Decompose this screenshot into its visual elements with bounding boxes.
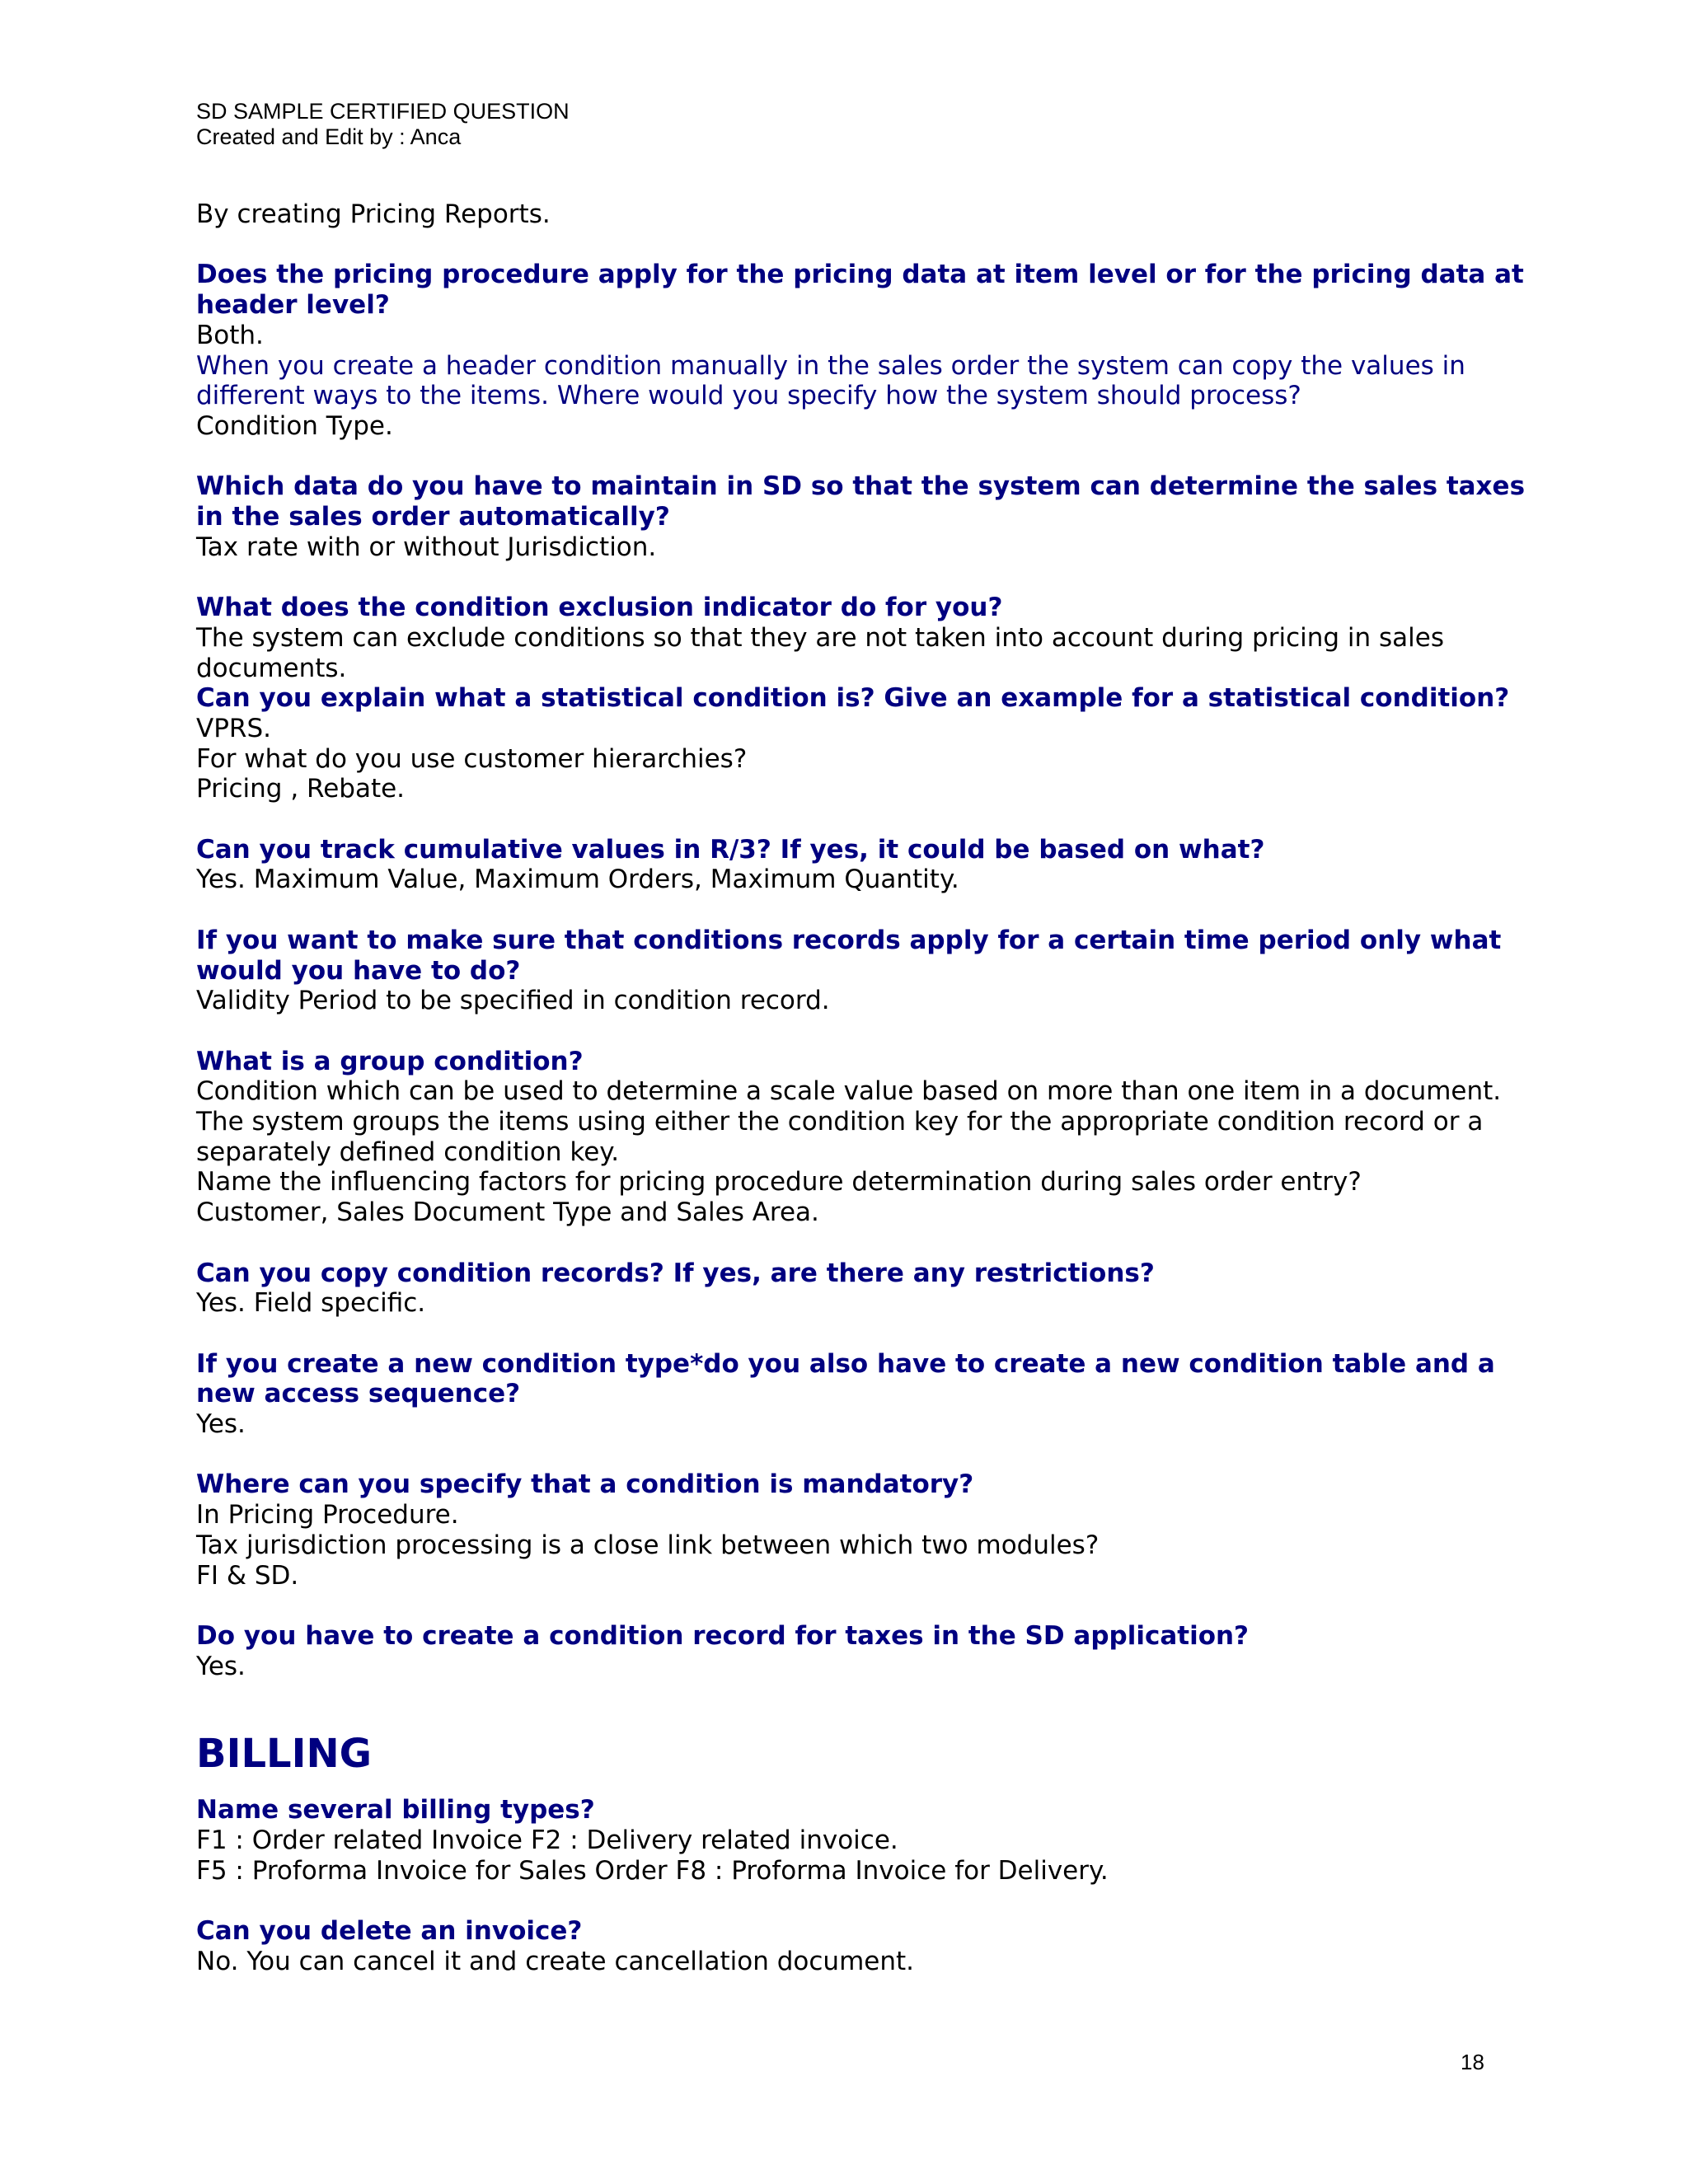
page-number: 18 <box>1461 2050 1484 2074</box>
answer-line: Both. <box>196 320 264 350</box>
answer-line: documents. <box>196 653 347 683</box>
answer-line: Name the influencing factors for pricing procedure determination during sales order entry? <box>196 1167 1362 1197</box>
question-line: new access sequence? <box>196 1379 521 1409</box>
question-line: Which data do you have to maintain in SD so that the system can determine the sales taxes <box>196 471 1526 502</box>
question-line: What is a group condition? <box>196 1046 584 1076</box>
page-header <box>196 99 570 150</box>
answer-line: Yes. <box>196 1409 246 1439</box>
answer-line: By creating Pricing Reports. <box>196 199 551 229</box>
question-line: Can you explain what a statistical condition is? Give an example for a statistical condition? <box>196 683 1510 714</box>
question-line: would you have to do? <box>196 955 521 986</box>
question-line: Name several billing types? <box>196 1795 595 1825</box>
answer-line: VPRS. <box>196 713 271 743</box>
question-line: header level? <box>196 290 390 321</box>
answer-line: Condition which can be used to determine a scale value based on more than one item in a document. <box>196 1076 1502 1107</box>
question-line: If you want to make sure that conditions records apply for a certain time period only what <box>196 925 1502 955</box>
answer-line: Tax jurisdiction processing is a close link between which two modules? <box>196 1530 1100 1560</box>
answer-line: The system can exclude conditions so that they are not taken into account during pricing in sales <box>196 622 1445 653</box>
answer-line: Customer, Sales Document Type and Sales Area. <box>196 1197 819 1228</box>
answer-line: F1 : Order related Invoice F2 : Delivery related invoice. <box>196 1825 898 1855</box>
answer-line: For what do you use customer hierarchies? <box>196 743 748 774</box>
header-author: Created and Edit by : Anca <box>196 124 462 149</box>
answer-line: Yes. Maximum Value, Maximum Orders, Maximum Quantity. <box>196 865 959 895</box>
question-line: Can you track cumulative values in R/3? If yes, it could be based on what? <box>196 834 1265 865</box>
answer-line: Condition Type. <box>196 410 393 441</box>
document-body <box>196 199 1526 1977</box>
question-line: What does the condition exclusion indicator do for you? <box>196 593 1003 623</box>
answer-line: No. You can cancel it and create cancellation document. <box>196 1946 914 1976</box>
answer-line: Tax rate with or without Jurisdiction. <box>196 532 657 562</box>
header-title: SD SAMPLE CERTIFIED QUESTION <box>196 99 570 124</box>
section-heading-billing: BILLING <box>196 1731 373 1778</box>
question-line: Where can you specify that a condition is mandatory? <box>196 1469 974 1500</box>
answer-line: separately defined condition key. <box>196 1137 620 1167</box>
answer-line: F5 : Proforma Invoice for Sales Order F8 : Proforma Invoice for Delivery. <box>196 1855 1109 1886</box>
question-line: in the sales order automatically? <box>196 502 670 532</box>
question-line: Does the pricing procedure apply for the pricing data at item level or for the pricing data at <box>196 260 1524 290</box>
answer-line: Yes. <box>196 1651 246 1681</box>
question-line: When you create a header condition manually in the sales order the system can copy the values in <box>196 350 1465 381</box>
answer-line: FI & SD. <box>196 1560 299 1591</box>
question-line: Can you copy condition records? If yes, are there any restrictions? <box>196 1258 1155 1288</box>
answer-line: In Pricing Procedure. <box>196 1500 459 1530</box>
answer-line: Yes. Field specific. <box>196 1288 426 1319</box>
question-line: Do you have to create a condition record for taxes in the SD application? <box>196 1620 1250 1651</box>
question-line: If you create a new condition type*do you also have to create a new condition table and a <box>196 1348 1495 1379</box>
answer-line: The system groups the items using either the condition key for the appropriate condition record or a <box>196 1107 1484 1137</box>
answer-line: Pricing , Rebate. <box>196 774 406 804</box>
answer-line: Validity Period to be specified in condition record. <box>196 986 830 1016</box>
question-line: Can you delete an invoice? <box>196 1916 583 1947</box>
question-line: different ways to the items. Where would you specify how the system should process? <box>196 381 1301 411</box>
